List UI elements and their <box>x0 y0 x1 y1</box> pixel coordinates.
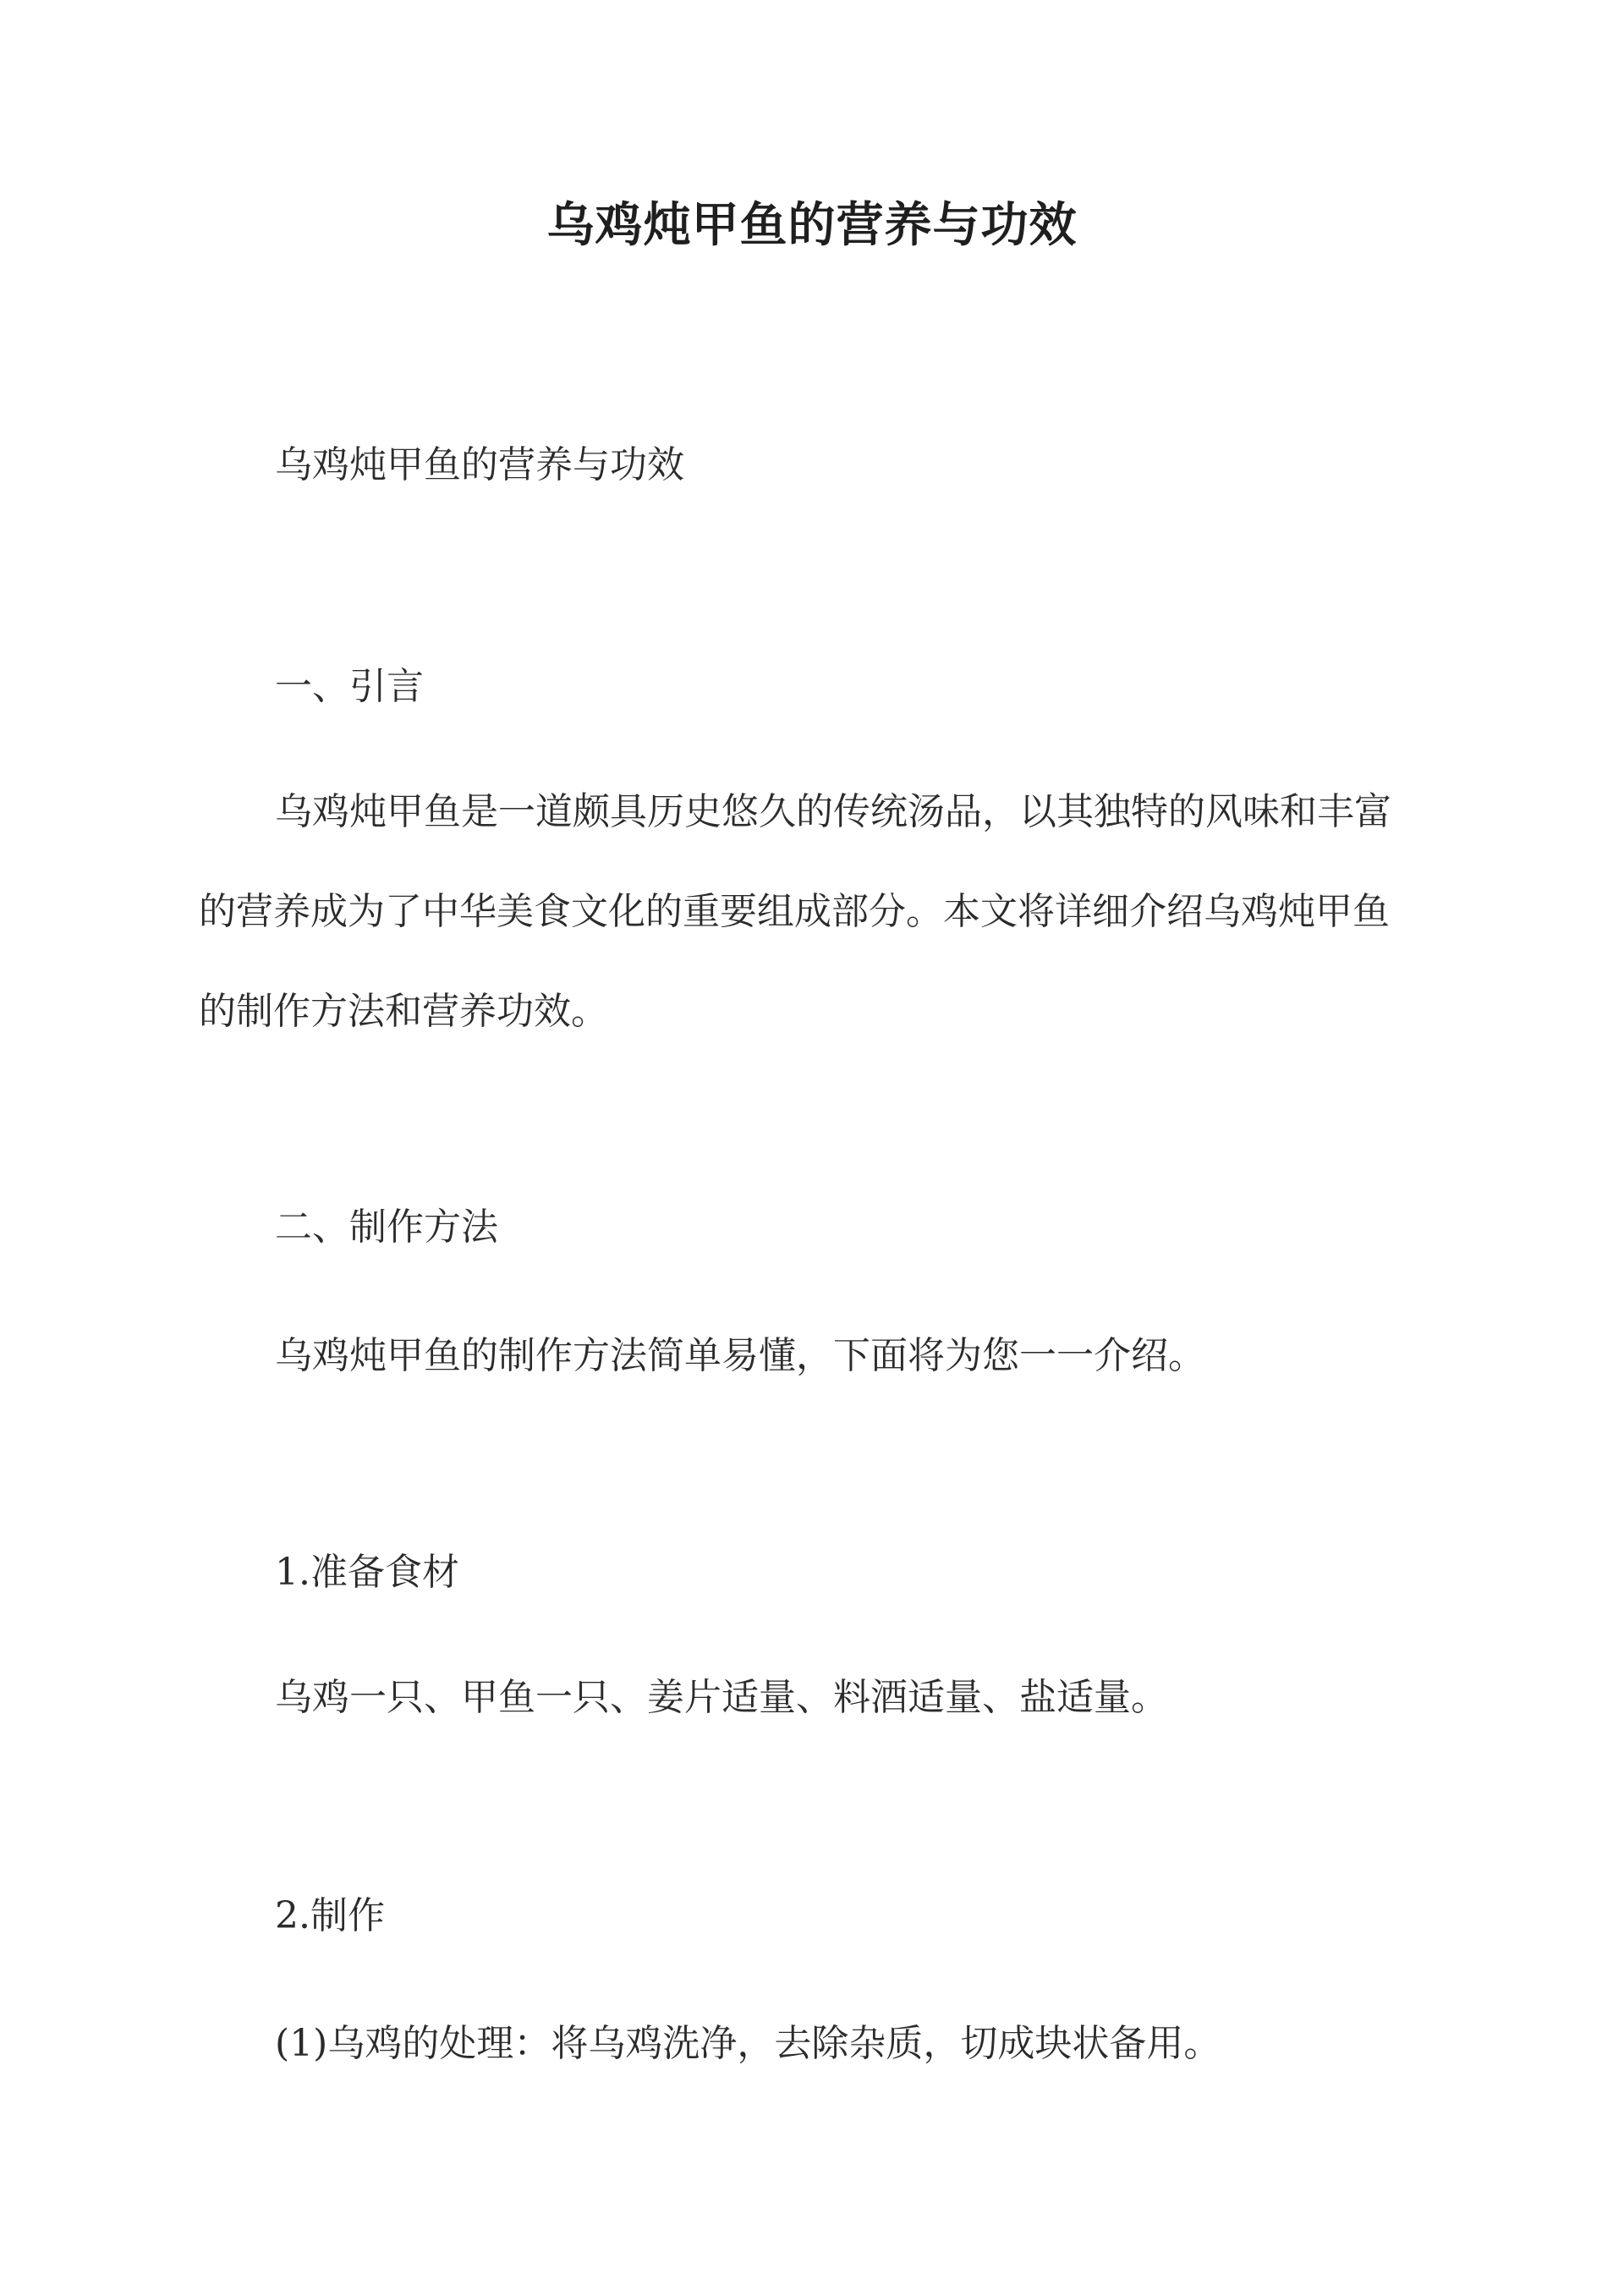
ingredients-text: 乌鸡一只、甲鱼一只、姜片适量、料酒适量、盐适量。 <box>275 1676 1168 1719</box>
section-heading-method: 二、制作方法 <box>275 1206 498 1249</box>
paragraph-line: 的制作方法和营养功效。 <box>199 990 608 1033</box>
section-heading-introduction: 一、引言 <box>275 665 424 708</box>
cooking-step-item: (1)乌鸡的处理：将乌鸡洗净，去除杂质，切成块状备用。 <box>275 2022 1221 2065</box>
paragraph-line: 乌鸡炖甲鱼是一道颇具历史悠久的传统汤品，以其独特的风味和丰富 <box>275 790 1391 833</box>
step-heading-ingredients: 1.准备食材 <box>275 1551 459 1594</box>
method-intro: 乌鸡炖甲鱼的制作方法简单易懂，下面将为您一一介绍。 <box>275 1334 1205 1377</box>
step-heading-cooking: 2.制作 <box>275 1894 385 1937</box>
document-title: 乌鸡炖甲鱼的营养与功效 <box>546 197 1078 253</box>
paragraph-line: 的营养成为了中华美食文化的重要组成部分。本文将详细介绍乌鸡炖甲鱼 <box>199 890 1390 933</box>
document-subtitle: 乌鸡炖甲鱼的营养与功效 <box>275 443 684 486</box>
